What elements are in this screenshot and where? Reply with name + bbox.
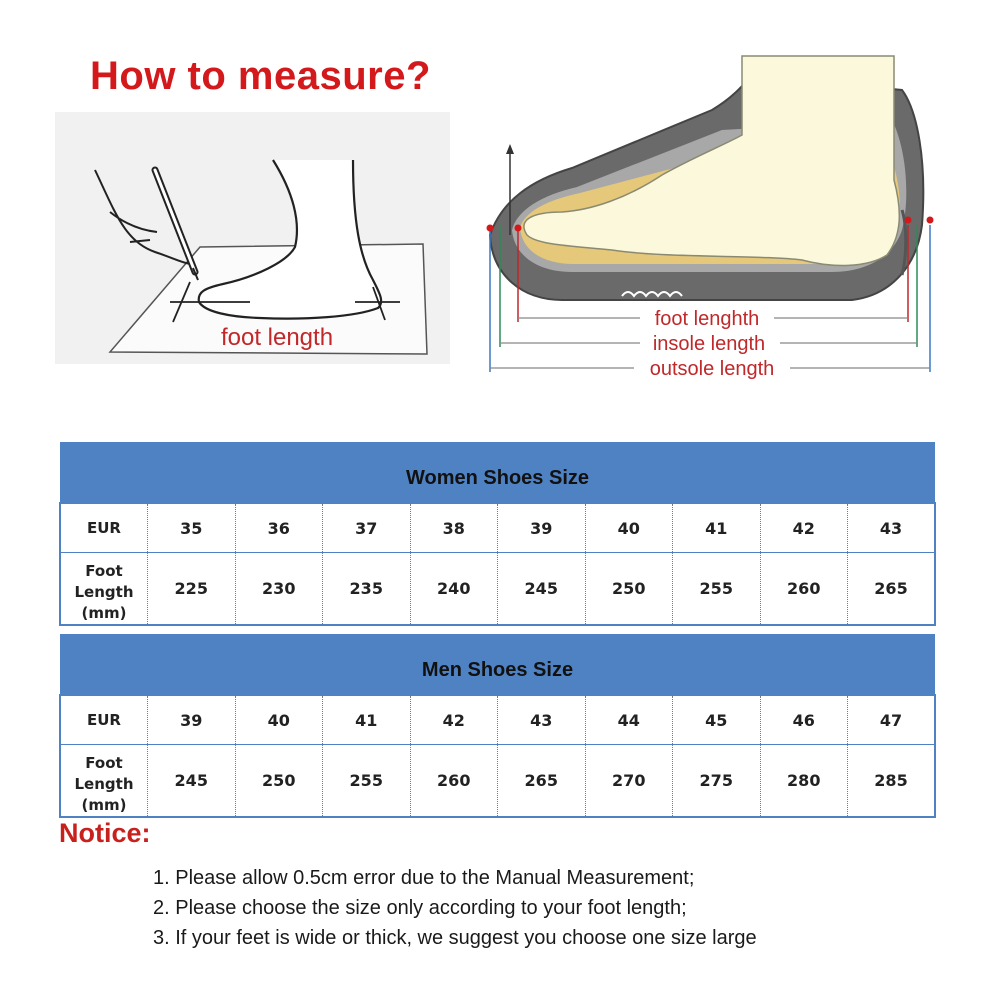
foot-length-header-cell [60,745,148,818]
eur-cell: 39 [498,503,586,553]
foot-length-cell: 235 [323,553,411,626]
shoe-cross-section-illustration [462,50,942,390]
foot-length-cell: 265 [848,553,936,626]
foot-length-cell: 230 [235,553,323,626]
men-table-title: Men Shoes Size [60,634,935,695]
eur-cell: 43 [848,503,936,553]
foot-length-unit-text: (mm) [81,796,127,814]
eur-cell: 47 [848,695,936,745]
eur-cell: 44 [585,695,673,745]
notice-item: 2. Please choose the size only according to your foot length; [153,897,687,919]
foot-length-cell: 255 [673,553,761,626]
eur-cell: 42 [410,695,498,745]
foot-length-header-text: Foot Length [74,754,134,793]
foot-length-cell: 245 [148,745,236,818]
eur-cell: 40 [235,695,323,745]
outsole-length-line-label: outsole length [649,358,775,380]
women-foot-length-row [60,553,935,626]
women-table-title: Women Shoes Size [60,442,935,503]
foot-length-header-text: Foot Length [74,562,134,601]
eur-cell: 35 [148,503,236,553]
men-eur-row [60,695,935,745]
notice-list [153,863,757,953]
foot-length-cell: 275 [673,745,761,818]
eur-cell: 39 [148,695,236,745]
foot-length-header-cell [60,553,148,626]
eur-cell: 41 [673,503,761,553]
eur-cell: 36 [235,503,323,553]
foot-length-line-label: foot lenghth [654,308,760,330]
women-size-table [59,442,936,626]
eur-cell: 41 [323,695,411,745]
insole-length-line-label: insole length [652,333,766,355]
foot-length-cell: 280 [760,745,848,818]
notice-title: Notice: [59,818,151,848]
foot-length-cell: 255 [323,745,411,818]
men-size-table [59,634,936,818]
foot-length-label: foot length [220,324,334,351]
foot-length-cell: 225 [148,553,236,626]
foot-length-cell: 240 [410,553,498,626]
eur-cell: 40 [585,503,673,553]
notice-item: 3. If your feet is wide or thick, we suggest you choose one size large [153,927,757,949]
eur-cell: 38 [410,503,498,553]
foot-length-cell: 260 [760,553,848,626]
women-eur-row [60,503,935,553]
foot-length-cell: 265 [498,745,586,818]
eur-cell: 45 [673,695,761,745]
foot-length-unit-text: (mm) [81,604,127,622]
foot-measuring-illustration [55,112,450,364]
foot-length-cell: 285 [848,745,936,818]
foot-length-cell: 260 [410,745,498,818]
eur-cell: 42 [760,503,848,553]
eur-header-cell: EUR [60,695,148,745]
eur-cell: 43 [498,695,586,745]
eur-cell: 46 [760,695,848,745]
men-foot-length-row [60,745,935,818]
notice-item: 1. Please allow 0.5cm error due to the Manual Measurement; [153,867,695,889]
foot-length-cell: 250 [585,553,673,626]
foot-length-cell: 245 [498,553,586,626]
page-title: How to measure? [90,54,431,98]
foot-length-cell: 250 [235,745,323,818]
eur-cell: 37 [323,503,411,553]
eur-header-cell: EUR [60,503,148,553]
foot-length-cell: 270 [585,745,673,818]
